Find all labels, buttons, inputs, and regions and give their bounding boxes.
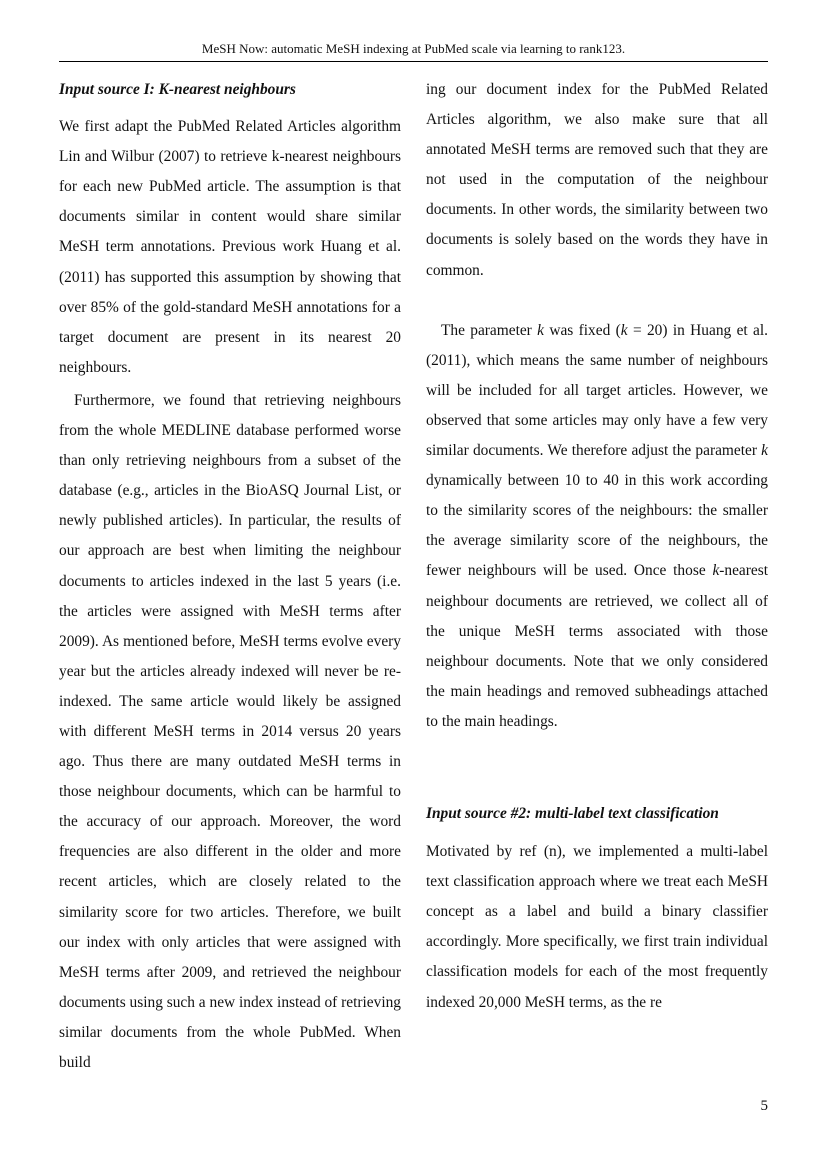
paragraph: Furthermore, we found that retrieving neighbours from the whole MEDLINE database performed worse than only retrieving neighbours from a subset of the database (e.g., articles in the BioASQ Journal List, or newly published articles). In particular, the results of our approach are best when limiting the neighbour documents to articles indexed in the last 5 years (i.e. the articles were assigned with MeSH terms after 2009). As mentioned before, MeSH terms evolve every year but the articles already indexed will never be re-indexed. The same article would likely be assigned with different MeSH terms in 2014 versus 20 years ago. Thus there are many outdated MeSH terms in those neighbour documents, which can be harmful to the accuracy of our approach. Moreover, the word frequencies are also different in the older and more recent articles, which are closely related to the similarity score for two articles. Therefore, we built our index with only articles that were assigned with MeSH terms after 2009, and retrieved the neighbour documents using such a new index instead of retrieving similar documents from the whole PubMed. When build (59, 391, 401, 1071)
text-run: -nearest neighbour documents are retrieved, we collect all of the unique MeSH terms associated with those neighbour documents. Note that we only considered the main headings and removed subheadings attached to the main headings. (426, 562, 768, 730)
paragraph: ing our document index for the PubMed Related Articles algorithm, we also make sure that all annotated MeSH terms are removed such that they are not used in the computation of the neighbour documents. In other words, the similarity between two documents is solely based on the words they have in common. (426, 81, 768, 279)
section-heading-classification: Input source #2: multi-label text classification (426, 804, 719, 822)
right-column (426, 75, 768, 1018)
page-number: 5 (760, 1098, 768, 1114)
paragraph: We first adapt the PubMed Related Articles algorithm Lin and Wilbur (2007) to retrieve k-nearest neighbours for each new PubMed article. The assumption is that documents similar in content would share similar MeSH term annotations. Previous work Huang et al. (2011) has supported this assumption by showing that over 85% of the gold-standard MeSH annotations for a target document are present in its nearest 20 neighbours. (59, 118, 401, 376)
text-run: dynamically between 10 to 40 in this work according to the similarity scores of the neighbours: the smaller the average similarity score of the neighbours, the fewer neighbours will be used. Once those (426, 472, 768, 580)
math-variable: k (537, 321, 544, 339)
math-variable: k (620, 321, 628, 339)
running-header: MeSH Now: automatic MeSH indexing at PubMed scale via learning to rank123. (201, 41, 626, 56)
paragraph: Motivated by ref (n), we implemented a multi-label text classification approach where we treat each MeSH concept as a label and build a binary classifier accordingly. More specifically, we first train individual classification models for each of the most frequently indexed 20,000 MeSH terms, as the re (426, 843, 768, 1011)
math-variable: k (712, 562, 720, 580)
text-run: = 20) in Huang et al. (2011), which means the same number of neighbours will be included for all target articles. However, we observed that some articles may only have a few very similar documents. We therefore adjust the parameter (426, 321, 768, 460)
section-heading-knn: Input source I: K-nearest neighbours (59, 81, 296, 98)
math-variable: k (761, 442, 768, 460)
header-rule (59, 61, 768, 62)
paragraph-parameter-k (426, 316, 768, 737)
left-column (59, 75, 401, 1078)
text-run: The parameter (441, 321, 538, 339)
text-run: was fixed ( (544, 321, 621, 339)
